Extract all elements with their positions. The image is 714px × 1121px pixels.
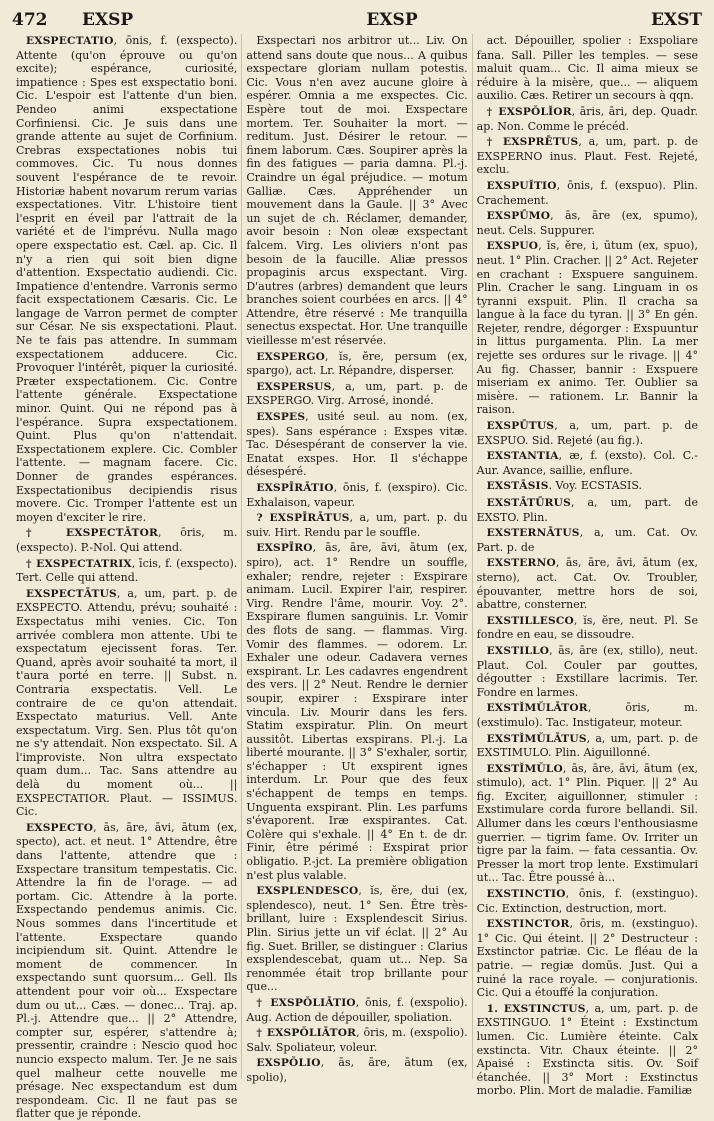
entry-headword: EXSPŎLIO [256, 1057, 321, 1070]
entry-definition: , ās, āre, ātum (ex, spolio), [246, 1056, 468, 1084]
dictionary-entry [477, 1002, 698, 1098]
entry-definition: , ĭs, ĕre, i, ūtum (ex, spuo), neut. 1° Plin. Cracher. || 2° Act. Rejeter en crachant : Exspuere sanguinem. Plin. Cracher le sang. Linguam in os tyranni exspuit. Plin. Il cracha sa langue à la face du tyran. || 3° En gén. Rejeter, rendre, dégorger : Exspuuntur in littus purgamenta. Plin. La mer rejette ses ordures sur le rivage. || 4° Au fig. Chasser, bannir : Exspuere miseriam ex animo. Ter. Oublier sa misère. — rationem. Lr. Bannir la raison. [476, 239, 698, 417]
entry-definition: , a, um, part. p. de EXSPERGO. Virg. Arrosé, inondé. [246, 379, 468, 408]
page-number: 472 [12, 10, 48, 30]
entry-headword: 1. EXSTINCTUS [486, 1002, 586, 1015]
entry-definition: , ōnis, f. (exspuo). Plin. Crachement. [476, 178, 698, 207]
entry-definition: , a, um, part. p. de EXSTINGUO. 1° Éteint : Exstinctum lumen. Cic. Lumière éteinte. Calx exstincta. Vitr. Chaux éteinte. || 2° Apaisé : Exstincta sitis. Ov. Soif étanchée. || 3° Mort : Exstinctus morbo. Plin. Mort de maladie. Familiæ [476, 1001, 698, 1098]
dictionary-entry [477, 479, 698, 494]
dictionary-entry [477, 526, 698, 554]
entry-definition: , ōris, m. (exstinguo). 1° Cic. Qui éteint. || 2° Destructeur : Exstinctor patriæ. Cic. Le fléau de la patrie. — regiæ domūs. Just. Qui a ruiné la race royale. — conjurationis. Cic. Qui a étouffé la conjuration. [476, 917, 698, 1000]
dictionary-entry [246, 34, 467, 348]
entry-headword: EXSPŪMO [486, 210, 551, 223]
entry-definition: . Voy. ECSTASIS. [548, 479, 643, 493]
dictionary-entry [246, 481, 467, 509]
entry-definition: Exspectari nos arbitror ut... Liv. On attend sans doute que nous... A quibus exspectare gloriam nullam potestis. Cic. Vous n'en avez aucune gloire à espérer. Omnia a me exspectes. Cic. Espère tout de moi. Exspectare mortem. Ter. Souhaiter la mort. — reditum. Just. Désirer le retour. — finem laborum. Cæs. Soupirer après la fin des fatigues — paria damna. Pl.-j. Craindre un égal préjudice. — motum Galliæ. Cæs. Appréhender un mouvement dans la Gaule. || 3° Avec un sujet de ch. Réclamer, demander, avoir besoin : Non oleæ exspectant falcem. Virg. Les oliviers n'ont pas besoin de la faucille. Aliæ pressos propaginis arcus exspectant. Virg. D'autres (arbres) demandent que leurs branches soient courbées en arcs. || 4° Attendre, être réservé : Me tranquilla senectus exspectat. Hor. Une tranquille vieillesse m'est réservée. [246, 34, 468, 348]
running-head-center: EXSP [366, 10, 418, 30]
entry-definition: , a, um, part. p. de EXSPUO. Sid. Rejeté (au fig.). [476, 419, 698, 447]
entry-definition: , ās, āre (ex, spumo), neut. Cels. Suppurer. [476, 209, 698, 237]
entry-definition: , ōris, m. (exspecto). P.-Nol. Qui attend. [16, 526, 238, 554]
entry-headword: EXSTĀSIS [486, 480, 549, 493]
entry-definition: , ōris, m. (exstimulo). Tac. Instigateur, moteur. [476, 701, 698, 729]
dictionary-entry [246, 410, 467, 479]
dictionary-entry [477, 34, 698, 103]
entry-headword: † EXSPECTĀTOR [26, 527, 159, 540]
entry-definition: , ōnis, f. (exspecto). Attente (qu'on éprouve ou qu'on excite); espérance, curiosité, impatience : Spes est exspectatio boni. Cic. L'espoir est l'attente d'un bien. Pendeo animi exspectatione Corfiniensi. Cic. Je suis dans une grande attente au sujet de Corfinium. Crebras exspectationes nobis tui commoves. Cic. Tu nous donnes souvent l'espérance de te revoir. Historiæ habent novarum rerum varias exspectationes. Vitr. L'histoire tient l'esprit en éveil par l'attrait de la variété et de l'imprévu. Nulla mago opere exspectatio est. Cæl. ap. Cic. Il n'y a rien qui soit bien digne d'attention. Exspectatio audiendi. Cic. Impatience d'entendre. Varronis sermo facit exspectationem Cæsaris. Cic. Le langage de Varron permet de compter sur César. Ne sis exspectationi. Plaut. Ne te fais pas attendre. In summam exspectationem adducere. Cic. Provoquer l'intérêt, piquer la curiosité. Præter exspectationem. Cic. Contre l'attente générale. Exspectatione minor. Quint. Qui ne répond pas à l'espérance. Supra exspectationem. Quint. Plus qu'on n'attendait. Exspectationem explere. Cic. Combler l'attente. — magnam facere. Cic. Donner de grandes espérances. Exspectationibus decipiendis risus movere. Cic. Tromper l'attente est un moyen d'exciter le rire. [16, 34, 238, 524]
entry-definition: , ās, āre (ex, stillo), neut. Plaut. Col. Couler par gouttes, dégoutter : Exstillare lacrimis. Ter. Fondre en larmes. [476, 643, 698, 699]
dictionary-entry [246, 380, 467, 408]
dictionary-entry [16, 557, 237, 585]
dictionary-entry [477, 887, 698, 915]
dictionary-entry [16, 526, 237, 554]
entry-definition: , īcis, f. (exspecto). Tert. Celle qui attend. [16, 556, 238, 585]
dictionary-entry [477, 701, 698, 729]
dictionary-entry [16, 587, 237, 819]
dictionary-entry [246, 541, 467, 882]
entry-headword: EXSTINCTIO [486, 888, 566, 901]
entry-headword: EXSPERSUS [256, 380, 332, 393]
entry-headword: EXSTANTIA [486, 450, 559, 463]
entry-headword: EXSTERNĀTUS [486, 527, 580, 540]
dictionary-entry [477, 105, 698, 133]
entry-definition: , ās, āre, āvi, ātum (ex, stimulo), act. 1° Plin. Piquer. || 2° Au fig. Exciter, aiguillonner, stimuler : Exstimulare corda furore bellandi. Sil. Allumer dans les cœurs l'enthousiasme guerrier. — tigrim fame. Ov. Irriter un tigre par la faim. — fata cessantia. Ov. Presser la mort trop lente. Exstimulari ut... Tac. Être poussé à... [476, 761, 698, 885]
dictionary-entry [246, 1026, 467, 1054]
dictionary-entry [246, 1056, 467, 1084]
dictionary-entry [246, 350, 467, 378]
dictionary-entry [477, 556, 698, 611]
entry-definition: , ās, āre, āvi, ātum (ex, specto), act. et neut. 1° Attendre, être dans l'attente, attendre que : Exspectare transitum tempestatis. Cic. Attendre la fin de l'orage. — ad portam. Cic. Attendre à la porte. Exspectando pendemus animis. Cic. Nous sommes dans l'incertitude et l'attente. Exspectare quando incipiendum sit. Quint. Attendre le moment de commencer. In exspectando sunt quorsum... Gell. Ils attendent pour voir où... Exspectare dum ou ut... Cæs. — donec... Traj. ap. Pl.-j. Attendre que... || 2° Attendre, compter sur, espérer, s'attendre à; pressentir, craindre : Nescio quod hoc nuncio exspecto malum. Ter. Je ne sais quel malheur cette nouvelle me présage. Nec exspectandum est dum respondeam. Cic. Il ne faut pas se flatter que je réponde. [16, 820, 238, 1121]
column-1 [12, 34, 241, 1121]
dictionary-entry [477, 239, 698, 417]
entry-headword: EXSPŪTUS [486, 420, 555, 433]
entry-definition: , æ, f. (exsto). Col. C.-Aur. Avance, saillie, enflure. [476, 449, 698, 477]
entry-definition: , ĭs, ĕre, neut. Pl. Se fondre en eau, se dissoudre. [476, 613, 698, 642]
dictionary-entry [477, 496, 698, 524]
dictionary-entry [477, 135, 698, 177]
entry-definition: , ōnis, f. (exspolio). Aug. Action de dépouiller, spoliation. [246, 995, 468, 1024]
dictionary-entry [477, 614, 698, 642]
entry-headword: EXSTĬMŬLĀTUS [486, 732, 587, 745]
dictionary-entry [477, 644, 698, 699]
entry-headword: EXSTILLESCO [486, 614, 574, 627]
running-head-right: EXST [650, 10, 703, 30]
column-2 [241, 34, 471, 1084]
entry-headword: EXSPECTĀTUS [26, 587, 117, 600]
entry-definition: , usité seul. au nom. (ex, spes). Sans espérance : Exspes vitæ. Tac. Désespérant de conserver la vie. Enatat exspes. Hor. Il s'échappe désespéré. [246, 410, 468, 479]
dictionary-entry [477, 732, 698, 760]
entry-definition: , ās, āre, āvi, ātum (ex, spiro), act. 1° Rendre un souffle, exhaler; rendre, rejeter : Exspirare animam. Lucil. Expirer l'air, respirer. Virg. Rendre l'âme, mourir. Voy. 2°. Exspirare flumen sanguinis. Lr. Vomir des flots de sang. — flammas. Virg. Vomir des flammes. — odorem. Lr. Exhaler une odeur. Cadavera vernes exspirant. Lr. Les cadavres engendrent des vers. || 2° Neut. Rendre le dernier soupir, expirer : Exspirare inter vincula. Liv. Mourir dans les fers. Statim exspiratur. Plin. On meurt aussitôt. Libertas exspirans. Pl.-j. La liberté mourante. || 3° S'exhaler, sortir, s'échapper : Ut exspirent ignes interdum. Lr. Pour que des feux s'échappent de temps en temps. Unguenta exspirant. Plin. Les parfums s'évaporent. Iræ exspirantes. Cat. Colère qui s'exhale. || 4° En t. de dr. Finir, être périmé : Exspirat prior obligatio. P.-jct. La première obligation n'est plus valable. [246, 541, 468, 882]
entry-definition: , ās, āre, āvi, ātum (ex, sterno), act. Cat. Ov. Troubler, épouvanter, mettre hors de soi, abattre, consterner. [476, 556, 698, 612]
entry-headword: † EXSPŎLĬOR [486, 105, 572, 118]
entry-definition: , ōris, m. (exspolio). Salv. Spoliateur, voleur. [246, 1026, 468, 1054]
entry-definition: , a, um, part. de EXSTO. Plin. [476, 496, 698, 524]
entry-definition: , āris, āri, dep. Quadr. ap. Non. Comme le précéd. [476, 104, 698, 133]
entry-headword: EXSTERNO [486, 557, 556, 570]
entry-headword: † EXSPRĒTUS [486, 136, 579, 149]
dictionary-entry [477, 762, 698, 885]
dictionary-entry [477, 917, 698, 1000]
page-header [12, 10, 702, 34]
entry-headword: EXSPECTATIO [26, 35, 114, 47]
entry-definition: act. Dépouiller, spolier : Exspoliare fana. Sall. Piller les temples. — sese maluit quam... Cic. Il aima mieux se réduire à la misère, que... — aliquem auxilio. Cæs. Retirer un secours à qqn. [476, 34, 698, 103]
entry-headword: † EXSPŎLIĀTIO [256, 996, 356, 1009]
entry-definition: , ĭs, ĕre, persum (ex, spargo), act. Lr. Répandre, disperser. [246, 349, 468, 378]
column-3 [472, 34, 702, 1098]
entry-headword: EXSTINCTOR [486, 918, 570, 931]
entry-headword: EXSPES [256, 411, 306, 424]
dictionary-entry [246, 884, 467, 994]
dictionary-entry [16, 821, 237, 1121]
entry-headword: † EXSPECTATRIX [26, 557, 132, 570]
entry-headword: EXSTĬMŬLO [486, 762, 563, 775]
dictionary-entry [477, 209, 698, 237]
dictionary-entry [477, 419, 698, 447]
entry-headword: EXSPERGO [256, 350, 325, 363]
dictionary-entry [477, 179, 698, 207]
running-head-left: EXSP [82, 10, 134, 30]
entry-headword: EXSPUO [486, 240, 539, 253]
entry-headword: EXSPĪRO [256, 542, 313, 555]
entry-definition: , ōnis, f. (exstinguo). Cic. Extinction, destruction, mort. [476, 887, 698, 915]
entry-definition: , a, um, part. p. de EXSPECTO. Attendu, prévu; souhaité : Exspectatus mihi venies. Cic. Ton arrivée comblera mon attente. Ubi te exspectatum ejecissent foras. Ter. Quand, après avoir souhaité ta mort, il t'aura porté en terre. || Subst. n. Contraria exspectatis. Vell. Le contraire de ce qu'on attendait. Exspectato maturius. Vell. Ante exspectatum. Virg. Sen. Plus tôt qu'on ne s'y attendait. Non exspectato. Sil. A l'improviste. Non ultra exspectato quam dum... Tac. Sans attendre au delà du moment où... || EXSPECTATIOR. Plaut. — ISSIMUS. Cic. [16, 586, 238, 819]
entry-definition: , a, um, part. p. de EXSPERNO inus. Plaut. Fest. Rejeté, exclu. [476, 135, 698, 177]
entry-headword: EXSTĀTŪRUS [486, 497, 571, 509]
dictionary-entry [477, 449, 698, 477]
dictionary-entry [246, 996, 467, 1024]
entry-headword: EXSPUĬTIO [486, 179, 557, 192]
dictionary-entry [16, 34, 237, 524]
entry-headword: ? EXSPĪRĀTUS [256, 512, 350, 525]
entry-definition: , ōnis, f. (exspiro). Cic. Exhalaison, vapeur. [246, 481, 468, 509]
entry-definition: , a, um, part. p. de EXSTIMULO. Plin. Aiguillonné. [476, 731, 698, 760]
entry-headword: EXSPLENDESCO [256, 885, 359, 898]
entry-definition: , a, um, part. p. du suiv. Hirt. Rendu par le souffle. [246, 511, 468, 539]
text-columns [12, 34, 702, 1121]
dictionary-entry [246, 511, 467, 539]
entry-headword: EXSTILLO [486, 644, 550, 657]
entry-headword: † EXSPŎLIĀTOR [256, 1027, 357, 1040]
entry-definition: , a, um. Cat. Ov. Part. p. de [476, 526, 698, 554]
entry-headword: EXSPĪRĀTIO [256, 482, 334, 494]
entry-headword: EXSPECTO [26, 821, 94, 834]
entry-definition: , ĭs, ĕre, dui (ex, splendesco), neut. 1° Sen. Être très-brillant, luire : Exsplendescit Sirius. Plin. Sirius jette un vif éclat. || 2° Au fig. Suet. Briller, se distinguer : Clarius exsplendescebat, quam ut... Nep. Sa renommée était trop brillante pour que... [246, 884, 468, 994]
entry-headword: EXSTĬMŬLĀTOR [486, 702, 588, 715]
